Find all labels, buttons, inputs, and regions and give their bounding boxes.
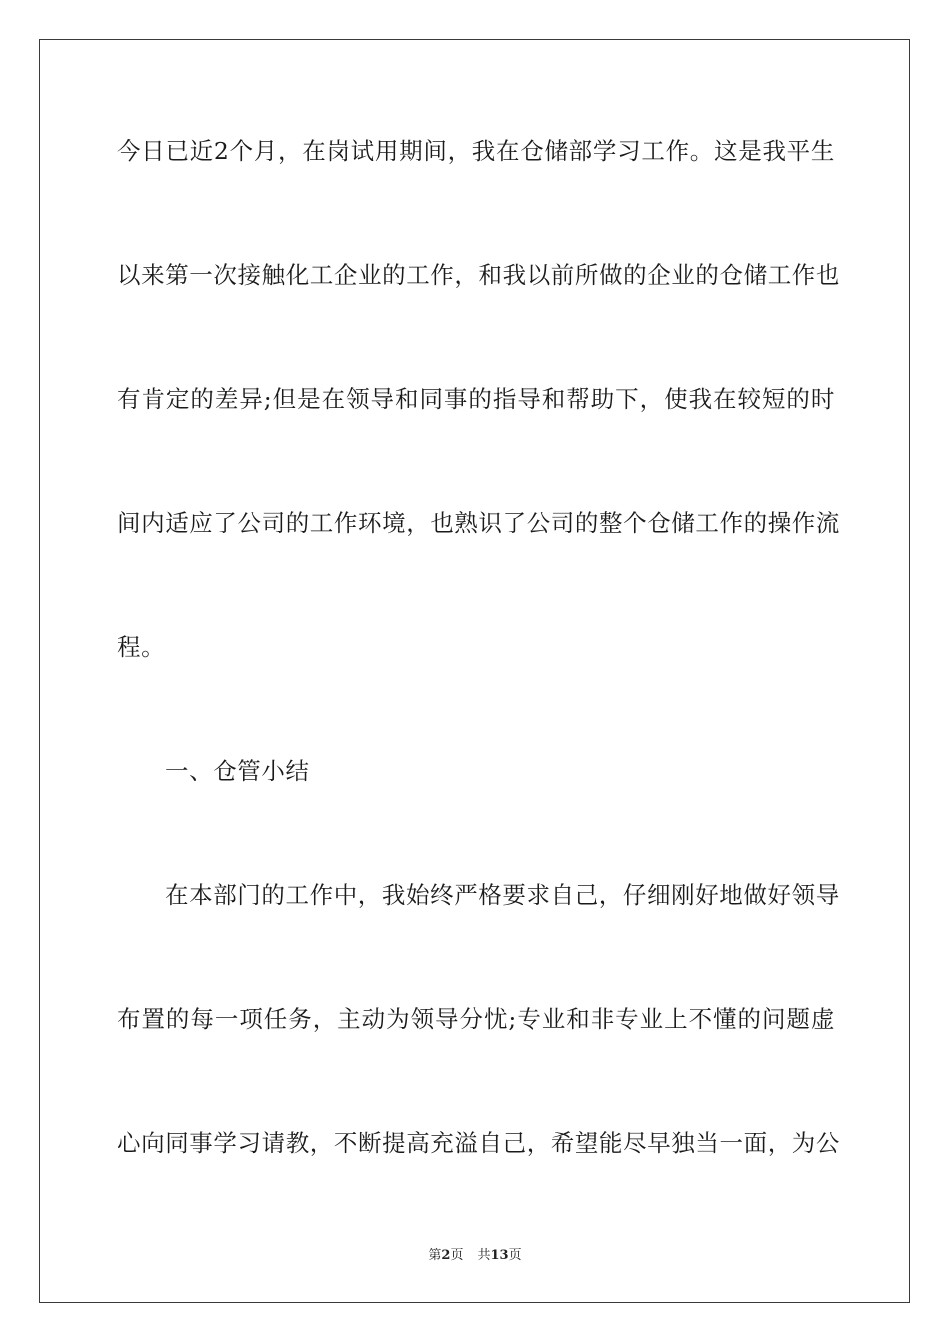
page-prefix: 第 [428,1248,442,1263]
total-prefix: 共 [477,1248,491,1263]
text-line: 间内适应了公司的工作环境，也熟识了公司的整个仓储工作的操作流 [117,509,840,537]
text-line: 布置的每一项任务，主动为领导分忧;专业和非专业上不懂的问题虚 [117,1005,835,1033]
page-number: 2 [441,1248,451,1263]
total-suffix: 页 [508,1248,522,1263]
text-line: 在本部门的工作中，我始终严格要求自己，仔细刚好地做好领导 [165,881,840,909]
section-heading: 一、仓管小结 [165,757,310,785]
text-line: 心向同事学习请教，不断提高充溢自己，希望能尽早独当一面，为公 [117,1129,840,1157]
text-line: 有肯定的差异;但是在领导和同事的指导和帮助下，使我在较短的时 [117,385,835,413]
text-line: 今日已近2个月，在岗试用期间，我在仓储部学习工作。这是我平生 [117,137,835,165]
page-border [39,39,910,1303]
page-suffix: 页 [450,1248,464,1263]
text-line: 程。 [117,633,166,661]
text-line: 以来第一次接触化工企业的工作，和我以前所做的企业的仓储工作也 [117,261,840,289]
total-pages: 13 [490,1248,509,1263]
page-footer [0,1247,950,1265]
